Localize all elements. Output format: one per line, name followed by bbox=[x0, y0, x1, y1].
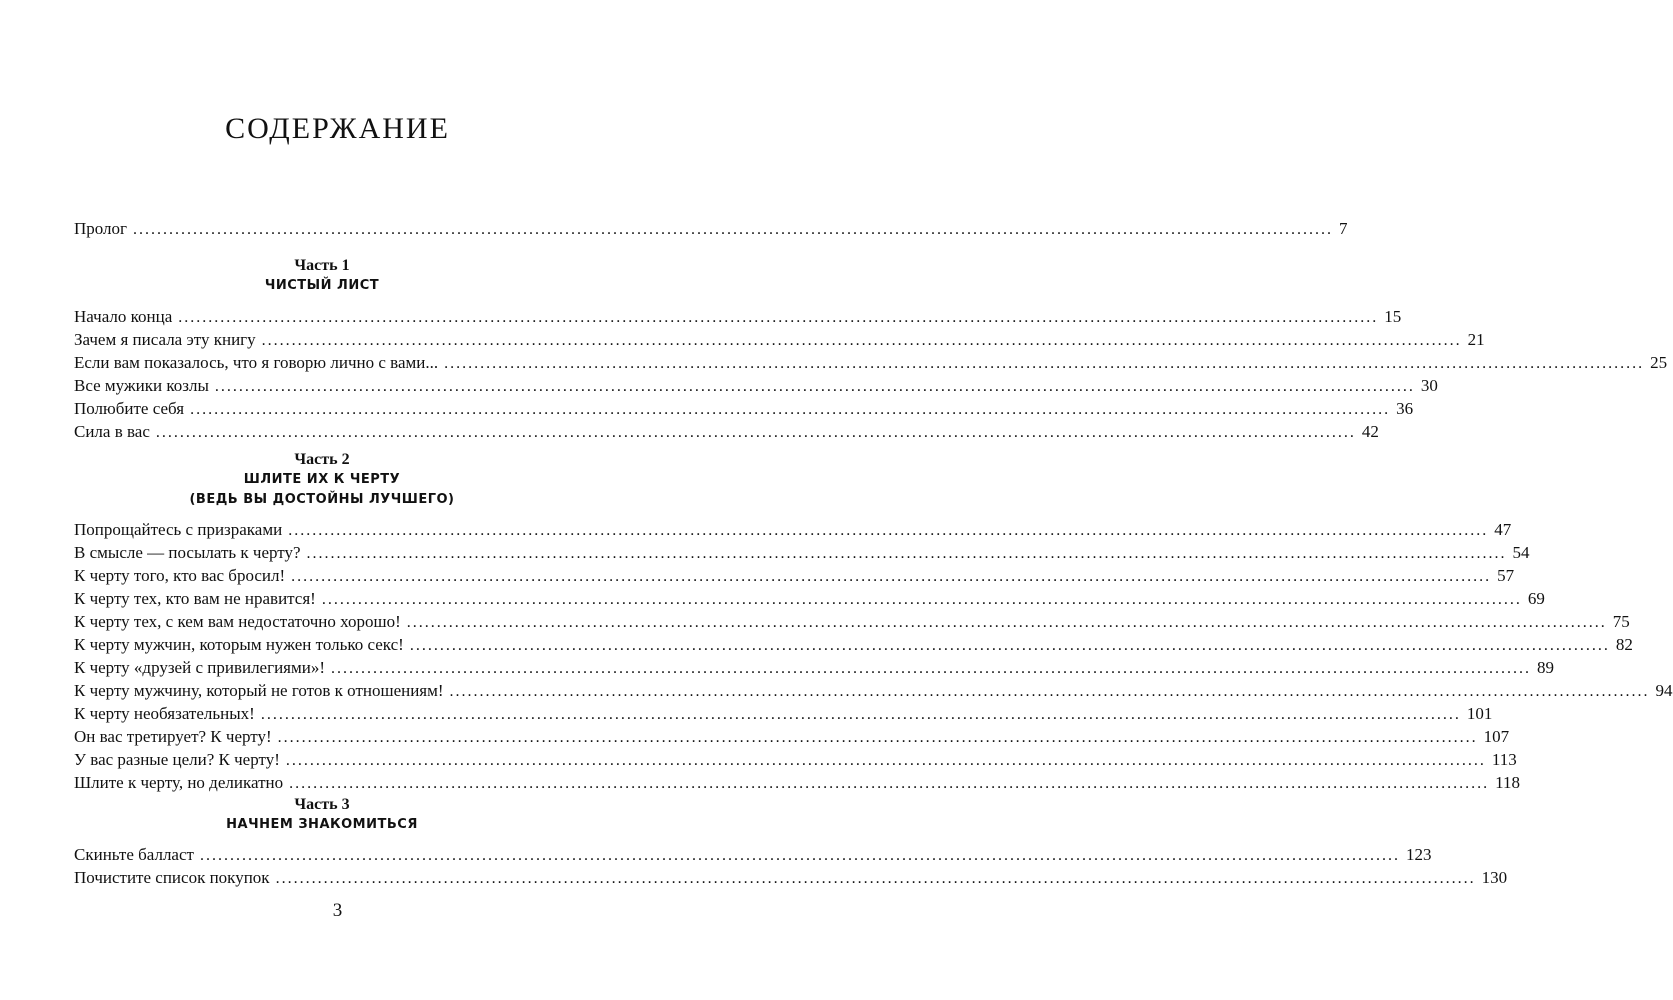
toc-entry bbox=[74, 771, 1520, 794]
toc-entry-page: 7 bbox=[1339, 219, 1348, 238]
leader-dots: ........................................................................................................................................................................................................ bbox=[199, 847, 1400, 864]
toc-entry-label: У вас разные цели? К черту! bbox=[74, 750, 280, 769]
toc-entry-label: Если вам показалось, что я говорю лично с вами... bbox=[74, 353, 439, 372]
page-title: СОДЕРЖАНИЕ bbox=[225, 112, 450, 145]
leader-dots: ........................................................................................................................................................................................................ bbox=[277, 729, 1478, 746]
leader-dots: ........................................................................................................................................................................................................ bbox=[178, 309, 1379, 326]
toc-entry-page: 101 bbox=[1466, 704, 1493, 723]
part-number: Часть 1 bbox=[294, 257, 350, 274]
leader-dots: ........................................................................................................................................................................................................ bbox=[285, 752, 1486, 769]
toc-entry bbox=[74, 866, 1508, 889]
toc-entry-page: 94 bbox=[1655, 681, 1673, 700]
toc-entry-label: Зачем я писала эту книгу bbox=[74, 330, 256, 349]
toc-entry-label: К черту мужчину, который не готов к отношениям! bbox=[74, 681, 444, 700]
toc-entry-label: К черту тех, с кем вам недостаточно хорошо! bbox=[74, 612, 401, 631]
part-heading bbox=[74, 795, 570, 835]
toc-prologue bbox=[74, 217, 1348, 240]
toc-entry-page: 69 bbox=[1527, 589, 1545, 608]
toc-entry-page: 82 bbox=[1615, 635, 1633, 654]
leader-dots: ........................................................................................................................................................................................................ bbox=[409, 637, 1610, 654]
toc-entry-label: К черту того, кто вас бросил! bbox=[74, 566, 286, 585]
toc-entry bbox=[74, 748, 1517, 771]
leader-dots: ........................................................................................................................................................................................................ bbox=[406, 614, 1607, 631]
leader-dots: ........................................................................................................................................................................................................ bbox=[289, 775, 1490, 792]
leader-dots: ........................................................................................................................................................................................................ bbox=[449, 683, 1650, 700]
toc-entry-label: В смысле — посылать к черту? bbox=[74, 543, 301, 562]
toc-entry bbox=[74, 633, 1633, 656]
toc-entry-page: 75 bbox=[1612, 612, 1630, 631]
toc-entry-label: Шлите к черту, но деликатно bbox=[74, 773, 284, 792]
toc-entry bbox=[74, 420, 1379, 443]
leader-dots: ........................................................................................................................................................................................................ bbox=[261, 332, 1462, 349]
toc-entry-label: Пролог bbox=[74, 219, 128, 238]
toc-entry bbox=[74, 587, 1545, 610]
leader-dots: ........................................................................................................................................................................................................ bbox=[321, 591, 1522, 608]
part-2 bbox=[74, 450, 1673, 794]
page-number: 3 bbox=[332, 900, 343, 921]
part-title: НАЧНЕМ ЗНАКОМИТЬСЯ bbox=[226, 817, 418, 832]
leader-dots: ........................................................................................................................................................................................................ bbox=[275, 870, 1476, 887]
toc-entry-page: 118 bbox=[1495, 773, 1520, 792]
toc-entry-page: 36 bbox=[1396, 399, 1414, 418]
part-heading bbox=[74, 256, 570, 296]
toc-entry-label: Сила в вас bbox=[74, 422, 150, 441]
toc-entry bbox=[74, 541, 1530, 564]
leader-dots: ........................................................................................................................................................................................................ bbox=[155, 424, 1356, 441]
part-heading bbox=[74, 450, 570, 510]
leader-dots: ........................................................................................................................................................................................................ bbox=[190, 401, 1391, 418]
toc-entry-label: К черту мужчин, которым нужен только секс! bbox=[74, 635, 404, 654]
toc-entry-page: 113 bbox=[1491, 750, 1517, 769]
toc-entry-page: 30 bbox=[1420, 376, 1438, 395]
toc-entry bbox=[74, 564, 1515, 587]
toc-entry-page: 15 bbox=[1384, 307, 1402, 326]
toc-entry-label: К черту тех, кто вам не нравится! bbox=[74, 589, 316, 608]
toc-entry bbox=[74, 518, 1512, 541]
toc-entry-page: 123 bbox=[1405, 845, 1432, 864]
toc-entry-label: К черту необязательных! bbox=[74, 704, 255, 723]
toc-entry bbox=[74, 843, 1432, 866]
toc-entry-label: Почистите список покупок bbox=[74, 868, 270, 887]
toc-entry-page: 54 bbox=[1512, 543, 1530, 562]
toc-entry bbox=[74, 351, 1668, 374]
leader-dots: ........................................................................................................................................................................................................ bbox=[214, 378, 1415, 395]
part-title: (ВЕДЬ ВЫ ДОСТОЙНЫ ЛУЧШЕГО) bbox=[189, 492, 455, 507]
part-title: ШЛИТЕ ИХ К ЧЕРТУ bbox=[243, 472, 401, 487]
toc-entry bbox=[74, 610, 1630, 633]
part-1 bbox=[74, 256, 1668, 443]
toc-entry-label: Все мужики козлы bbox=[74, 376, 209, 395]
toc-entry bbox=[74, 217, 1348, 240]
part-3 bbox=[74, 795, 1508, 889]
part-number: Часть 3 bbox=[294, 796, 350, 813]
leader-dots: ........................................................................................................................................................................................................ bbox=[291, 568, 1492, 585]
toc-entry-label: Скиньте балласт bbox=[74, 845, 194, 864]
toc-entry-page: 107 bbox=[1483, 727, 1510, 746]
toc-entry-label: Попрощайтесь с призраками bbox=[74, 520, 283, 539]
toc-entry bbox=[74, 305, 1402, 328]
leader-dots: ........................................................................................................................................................................................................ bbox=[306, 545, 1507, 562]
toc-entry bbox=[74, 374, 1438, 397]
toc-entry-page: 25 bbox=[1650, 353, 1668, 372]
part-number: Часть 2 bbox=[294, 451, 350, 468]
leader-dots: ........................................................................................................................................................................................................ bbox=[133, 221, 1334, 238]
toc-entry-page: 42 bbox=[1361, 422, 1379, 441]
toc-entry bbox=[74, 397, 1414, 420]
toc-entry bbox=[74, 679, 1673, 702]
toc-entry bbox=[74, 328, 1485, 351]
toc-entry-page: 130 bbox=[1481, 868, 1508, 887]
toc-entry-label: Полюбите себя bbox=[74, 399, 185, 418]
toc-entry bbox=[74, 725, 1510, 748]
toc-entry bbox=[74, 656, 1554, 679]
toc-entry-page: 47 bbox=[1494, 520, 1512, 539]
leader-dots: ........................................................................................................................................................................................................ bbox=[260, 706, 1461, 723]
toc-entry-label: К черту «друзей с привилегиями»! bbox=[74, 658, 325, 677]
toc-entry-page: 57 bbox=[1497, 566, 1515, 585]
toc-entry-label: Он вас третирует? К черту! bbox=[74, 727, 272, 746]
toc-entry-page: 21 bbox=[1467, 330, 1485, 349]
toc-entry-label: Начало конца bbox=[74, 307, 173, 326]
leader-dots: ........................................................................................................................................................................................................ bbox=[331, 660, 1531, 677]
leader-dots: ........................................................................................................................................................................................................ bbox=[444, 355, 1645, 372]
leader-dots: ........................................................................................................................................................................................................ bbox=[288, 522, 1489, 539]
toc-entry bbox=[74, 702, 1493, 725]
part-title: ЧИСТЫЙ ЛИСТ bbox=[264, 278, 380, 293]
toc-entry-page: 89 bbox=[1537, 658, 1554, 677]
